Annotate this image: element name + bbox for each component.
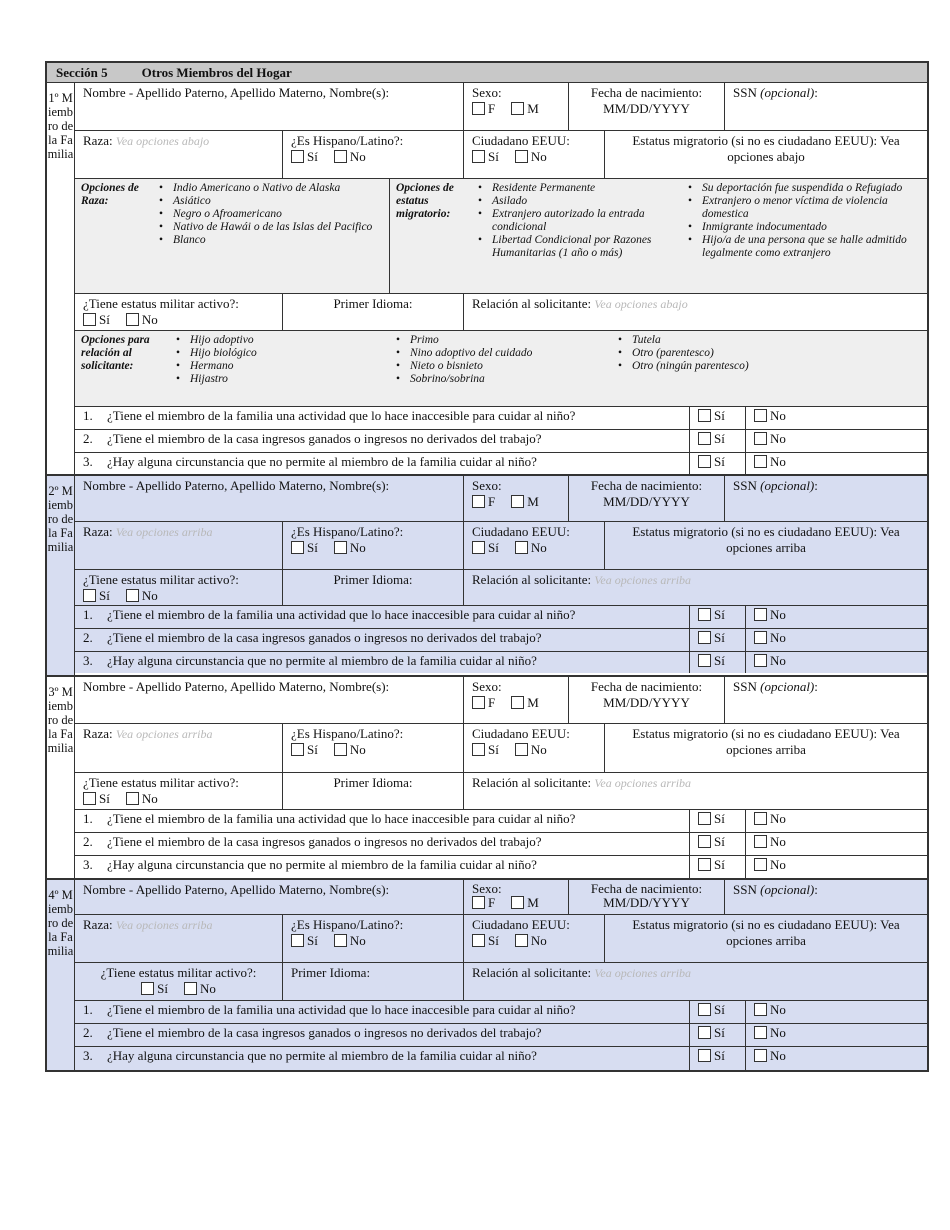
sex-m-checkbox[interactable] [511, 696, 524, 709]
q1-no-checkbox[interactable] [754, 1003, 767, 1016]
q2-yes-checkbox[interactable] [698, 631, 711, 644]
section-number: Sección 5 [56, 64, 108, 80]
question-2: 2. ¿Tiene el miembro de la casa ingresos ganados o ingresos no derivados del trabajo? [75, 629, 690, 651]
question-3: 3. ¿Hay alguna circunstancia que no permite al miembro de la familia cuidar al niño? [75, 453, 690, 474]
citizen-no-checkbox[interactable] [515, 934, 528, 947]
military-no-checkbox[interactable] [126, 792, 139, 805]
q2-no-checkbox[interactable] [754, 432, 767, 445]
question-1: 1. ¿Tiene el miembro de la familia una actividad que lo hace inaccesible para cuidar al niño? [75, 606, 690, 628]
hispanic-yes-checkbox[interactable] [291, 743, 304, 756]
name-field[interactable]: Nombre - Apellido Paterno, Apellido Materno, Nombre(s): [75, 677, 464, 723]
member-label: 3º Miembro de la Familia [47, 677, 75, 878]
citizen-yes-checkbox[interactable] [472, 743, 485, 756]
sex-m-checkbox[interactable] [511, 495, 524, 508]
sex-f-checkbox[interactable] [472, 896, 485, 909]
military-field: ¿Tiene estatus militar activo?: Sí No [75, 963, 283, 1000]
race-field[interactable]: Raza: Vea opciones arriba [75, 915, 283, 962]
section-title: Otros Miembros del Hogar [141, 64, 292, 80]
q2-no-checkbox[interactable] [754, 1026, 767, 1039]
member-3: 3º Miembro de la Familia Nombre - Apellido Paterno, Apellido Materno, Nombre(s): Sexo: F M Fecha de nacimiento: MM/DD/YYYY SSN (opcional): Raza: Vea opciones arriba ¿Es Hispano/Latino?: Sí No Ciudadano EEUU: Sí No Estatus migratorio (si no es ciudadano EEUU): Vea opciones arriba ¿Tiene estatus militar activo?: Sí No Primer Idioma: Relación al solicitante: Vea opciones arriba 1. ¿Tiene el miembro de la familia una actividad que lo hace inaccesible para cuidar al niño? Sí No 2. ¿Tiene el miembro de la casa ingresos ganados o ingresos no derivados del trabajo? Sí No 3. ¿Hay alguna circunstancia que no permite al miembro de la familia cuidar al niño? Sí No [45, 677, 929, 880]
member-label: 4º Miembro de la Familia [47, 880, 75, 1070]
relation-options: Opciones para relación al solicitante: • Hijo adoptivo • Hijo biológico • Hermano • Hijastro • Primo • Nino adoptivo del cuidado • Nieto o bisnieto • Sobrino/sobrina • Tutela • Otro (parentesco) • Otro (ningún parentesco) [75, 331, 927, 406]
question-2: 2. ¿Tiene el miembro de la casa ingresos ganados o ingresos no derivados del trabajo? [75, 833, 690, 855]
sex-f-checkbox[interactable] [472, 495, 485, 508]
sex-field: Sexo: F M [464, 880, 569, 914]
hispanic-field: ¿Es Hispano/Latino?: Sí No [283, 522, 464, 569]
hispanic-field: ¿Es Hispano/Latino?: Sí No [283, 915, 464, 962]
q3-yes-checkbox[interactable] [698, 1049, 711, 1062]
sex-f-checkbox[interactable] [472, 696, 485, 709]
military-field: ¿Tiene estatus militar activo?: Sí No [75, 773, 283, 809]
q3-yes-checkbox[interactable] [698, 858, 711, 871]
q1-yes-checkbox[interactable] [698, 812, 711, 825]
citizen-field: Ciudadano EEUU: Sí No [464, 522, 605, 569]
military-yes-checkbox[interactable] [83, 313, 96, 326]
relation-field[interactable]: Relación al solicitante: Vea opciones arriba [472, 775, 692, 790]
q2-no-checkbox[interactable] [754, 835, 767, 848]
citizen-no-checkbox[interactable] [515, 150, 528, 163]
q3-no-checkbox[interactable] [754, 1049, 767, 1062]
race-field[interactable]: Raza: Vea opciones arriba [75, 522, 283, 569]
dob-field[interactable]: Fecha de nacimiento: MM/DD/YYYY [569, 83, 725, 130]
hispanic-yes-checkbox[interactable] [291, 150, 304, 163]
hispanic-no-checkbox[interactable] [334, 934, 347, 947]
hispanic-no-checkbox[interactable] [334, 743, 347, 756]
member-4: 4º Miembro de la Familia Nombre - Apellido Paterno, Apellido Materno, Nombre(s): Sexo: F M Fecha de nacimiento: MM/DD/YYYY SSN (opcional): Raza: Vea opciones arriba ¿Es Hispano/Latino?: Sí No Ciudadano EEUU: Sí No Estatus migratorio (si no es ciudadano EEUU): Vea opciones arriba ¿Tiene estatus militar activo?: Sí No Primer Idioma: Relación al solicitante: Vea opciones arriba 1. ¿Tiene el miembro de la familia una actividad que lo hace inaccesible para cuidar al niño? Sí No 2. ¿Tiene el miembro de la casa ingresos ganados o ingresos no derivados del trabajo? Sí No 3. ¿Hay alguna circunstancia que no permite al miembro de la familia cuidar al niño? Sí No [45, 880, 929, 1072]
military-yes-checkbox[interactable] [141, 982, 154, 995]
name-field[interactable]: Nombre - Apellido Paterno, Apellido Materno, Nombre(s): [75, 880, 464, 914]
military-no-checkbox[interactable] [184, 982, 197, 995]
q2-yes-checkbox[interactable] [698, 432, 711, 445]
ssn-field[interactable]: SSN (opcional): [733, 679, 818, 694]
race-field[interactable]: Raza: Vea opciones abajo [75, 131, 283, 178]
q3-no-checkbox[interactable] [754, 654, 767, 667]
member-label: 1º Miembro de la Familia [47, 83, 75, 474]
hispanic-yes-checkbox[interactable] [291, 541, 304, 554]
dob-field[interactable]: Fecha de nacimiento: MM/DD/YYYY [569, 476, 725, 521]
q2-yes-checkbox[interactable] [698, 835, 711, 848]
question-1: 1. ¿Tiene el miembro de la familia una actividad que lo hace inaccesible para cuidar al niño? [75, 1001, 690, 1023]
language-field[interactable]: Primer Idioma: [283, 963, 464, 1000]
military-field: ¿Tiene estatus militar activo?: Sí No [75, 294, 283, 330]
question-1: 1. ¿Tiene el miembro de la familia una actividad que lo hace inaccesible para cuidar al niño? [75, 810, 690, 832]
military-yes-checkbox[interactable] [83, 792, 96, 805]
citizen-field: Ciudadano EEUU: Sí No [464, 131, 605, 178]
question-3: 3. ¿Hay alguna circunstancia que no permite al miembro de la familia cuidar al niño? [75, 652, 690, 673]
citizen-no-checkbox[interactable] [515, 541, 528, 554]
ssn-field[interactable]: SSN (opcional): [733, 85, 818, 100]
hispanic-yes-checkbox[interactable] [291, 934, 304, 947]
sex-field: Sexo: F M [464, 476, 569, 521]
military-no-checkbox[interactable] [126, 313, 139, 326]
citizen-no-checkbox[interactable] [515, 743, 528, 756]
q3-yes-checkbox[interactable] [698, 654, 711, 667]
hispanic-no-checkbox[interactable] [334, 150, 347, 163]
sex-m-checkbox[interactable] [511, 102, 524, 115]
member-label: 2º Miembro de la Familia [47, 476, 75, 675]
question-2: 2. ¿Tiene el miembro de la casa ingresos ganados o ingresos no derivados del trabajo? [75, 1024, 690, 1046]
q3-no-checkbox[interactable] [754, 455, 767, 468]
q1-yes-checkbox[interactable] [698, 409, 711, 422]
name-field[interactable]: Nombre - Apellido Paterno, Apellido Materno, Nombre(s): [75, 83, 464, 130]
race-field[interactable]: Raza: Vea opciones arriba [75, 724, 283, 772]
q1-no-checkbox[interactable] [754, 608, 767, 621]
military-yes-checkbox[interactable] [83, 589, 96, 602]
migration-status-field[interactable]: Estatus migratorio (si no es ciudadano EEUU): Vea opciones abajo [632, 133, 900, 164]
q1-yes-checkbox[interactable] [698, 608, 711, 621]
language-field[interactable]: Primer Idioma: [283, 294, 464, 330]
citizen-yes-checkbox[interactable] [472, 934, 485, 947]
sex-f-checkbox[interactable] [472, 102, 485, 115]
member-1: 1º Miembro de la Familia Nombre - Apellido Paterno, Apellido Materno, Nombre(s): Sexo: F M Fecha de nacimiento: MM/DD/YYYY SSN (opcional): Raza: Vea opciones abajo ¿Es Hispano/Latino?: Sí No Ciudadano EEUU: Sí No Estatus migratorio (si no es ciudadano EEUU): Vea opciones abajo Opciones de Raza: • Indio Americano o Nativo de Alaska • Asiático • Negro o Afroamericano • Nativo de Hawái o de las Islas del Pacifico • Blanco Opciones de estatus migratorio: • Residente Permanente • Asilado • Extranjero autorizado la entrada condicional • Libertad Condicional por Razones Humanitarias (1 año o más) • Su deportación fue suspendida o Refugiado • Extranjero o menor víctima de violencia domestica • Inmigrante indocumentado • Hijo/a de una persona que se halle admitido legalmente como extranjero ¿Tiene estatus militar activo?: Sí No Primer Idioma: Relación al solicitante: Vea opciones abajo Opciones para relación al solicitante: • Hijo adoptivo • Hijo biológico • Hermano • Hijastro • Primo • Nino adoptivo del cuidado • Nieto o bisnieto • Sobrino/sobrina • Tutela • Otro (parentesco) • Otro (ningún parentesco) 1. ¿Tiene el miembro de la familia una actividad que lo hace inaccesible para cuidar al niño? Sí No 2. ¿Tiene el miembro de la casa ingresos ganados o ingresos no derivados del trabajo? Sí No 3. ¿Hay alguna circunstancia que no permite al miembro de la familia cuidar al niño? Sí No [45, 83, 929, 476]
citizen-field: Ciudadano EEUU: Sí No [464, 915, 605, 962]
relation-field[interactable]: Relación al solicitante: Vea opciones abajo [472, 296, 688, 311]
name-field[interactable]: Nombre - Apellido Paterno, Apellido Materno, Nombre(s): [75, 476, 464, 521]
question-1: 1. ¿Tiene el miembro de la familia una actividad que lo hace inaccesible para cuidar al niño? [75, 407, 690, 429]
citizen-field: Ciudadano EEUU: Sí No [464, 724, 605, 772]
language-field[interactable]: Primer Idioma: [283, 773, 464, 809]
household-members-form [45, 61, 929, 1072]
dob-field[interactable]: Fecha de nacimiento: MM/DD/YYYY [569, 880, 725, 914]
q3-no-checkbox[interactable] [754, 858, 767, 871]
sex-field: Sexo: F M [464, 677, 569, 723]
q3-yes-checkbox[interactable] [698, 455, 711, 468]
relation-field[interactable]: Relación al solicitante: Vea opciones arriba [464, 570, 927, 605]
q2-no-checkbox[interactable] [754, 631, 767, 644]
citizen-yes-checkbox[interactable] [472, 541, 485, 554]
sex-field: Sexo: F M [464, 83, 569, 130]
military-field: ¿Tiene estatus militar activo?: Sí No [75, 570, 283, 605]
sex-m-checkbox[interactable] [511, 896, 524, 909]
question-3: 3. ¿Hay alguna circunstancia que no permite al miembro de la familia cuidar al niño? [75, 1047, 690, 1070]
migration-status-field[interactable]: Estatus migratorio (si no es ciudadano EEUU): Vea opciones arriba [632, 726, 900, 757]
q1-no-checkbox[interactable] [754, 409, 767, 422]
relation-field[interactable]: Relación al solicitante: Vea opciones arriba [464, 963, 927, 1000]
q2-yes-checkbox[interactable] [698, 1026, 711, 1039]
ssn-field[interactable]: SSN (opcional): [725, 880, 927, 914]
ssn-field[interactable]: SSN (opcional): [725, 476, 927, 521]
hispanic-field: ¿Es Hispano/Latino?: Sí No [283, 724, 464, 772]
migration-status-options: Opciones de estatus migratorio: • Residente Permanente • Asilado • Extranjero autorizado la entrada condicional • Libertad Condicional por Razones Humanitarias (1 año o más) • Su deportación fue suspendida o Refugiado • Extranjero o menor víctima de violencia domestica • Inmigrante indocumentado • Hijo/a de una persona que se halle admitido legalmente como extranjero [390, 179, 927, 293]
question-3: 3. ¿Hay alguna circunstancia que no permite al miembro de la familia cuidar al niño? [75, 856, 690, 878]
member-2: 2º Miembro de la Familia Nombre - Apellido Paterno, Apellido Materno, Nombre(s): Sexo: F M Fecha de nacimiento: MM/DD/YYYY SSN (opcional): Raza: Vea opciones arriba ¿Es Hispano/Latino?: Sí No Ciudadano EEUU: Sí No Estatus migratorio (si no es ciudadano EEUU): Vea opciones arriba ¿Tiene estatus militar activo?: Sí No Primer Idioma: Relación al solicitante: Vea opciones arriba 1. ¿Tiene el miembro de la familia una actividad que lo hace inaccesible para cuidar al niño? Sí No 2. ¿Tiene el miembro de la casa ingresos ganados o ingresos no derivados del trabajo? Sí No 3. ¿Hay alguna circunstancia que no permite al miembro de la familia cuidar al niño? Sí No [45, 476, 929, 677]
q1-no-checkbox[interactable] [754, 812, 767, 825]
citizen-yes-checkbox[interactable] [472, 150, 485, 163]
hispanic-no-checkbox[interactable] [334, 541, 347, 554]
migration-status-field[interactable]: Estatus migratorio (si no es ciudadano EEUU): Vea opciones arriba [605, 522, 927, 569]
question-2: 2. ¿Tiene el miembro de la casa ingresos ganados o ingresos no derivados del trabajo? [75, 430, 690, 452]
military-no-checkbox[interactable] [126, 589, 139, 602]
race-options: Opciones de Raza: • Indio Americano o Nativo de Alaska • Asiático • Negro o Afroamericano • Nativo de Hawái o de las Islas del Pacifico • Blanco [75, 179, 390, 293]
migration-status-field[interactable]: Estatus migratorio (si no es ciudadano EEUU): Vea opciones arriba [605, 915, 927, 962]
section-header [45, 61, 929, 83]
language-field[interactable]: Primer Idioma: [283, 570, 464, 605]
hispanic-field: ¿Es Hispano/Latino?: Sí No [283, 131, 464, 178]
q1-yes-checkbox[interactable] [698, 1003, 711, 1016]
dob-field[interactable]: Fecha de nacimiento: MM/DD/YYYY [569, 677, 725, 723]
